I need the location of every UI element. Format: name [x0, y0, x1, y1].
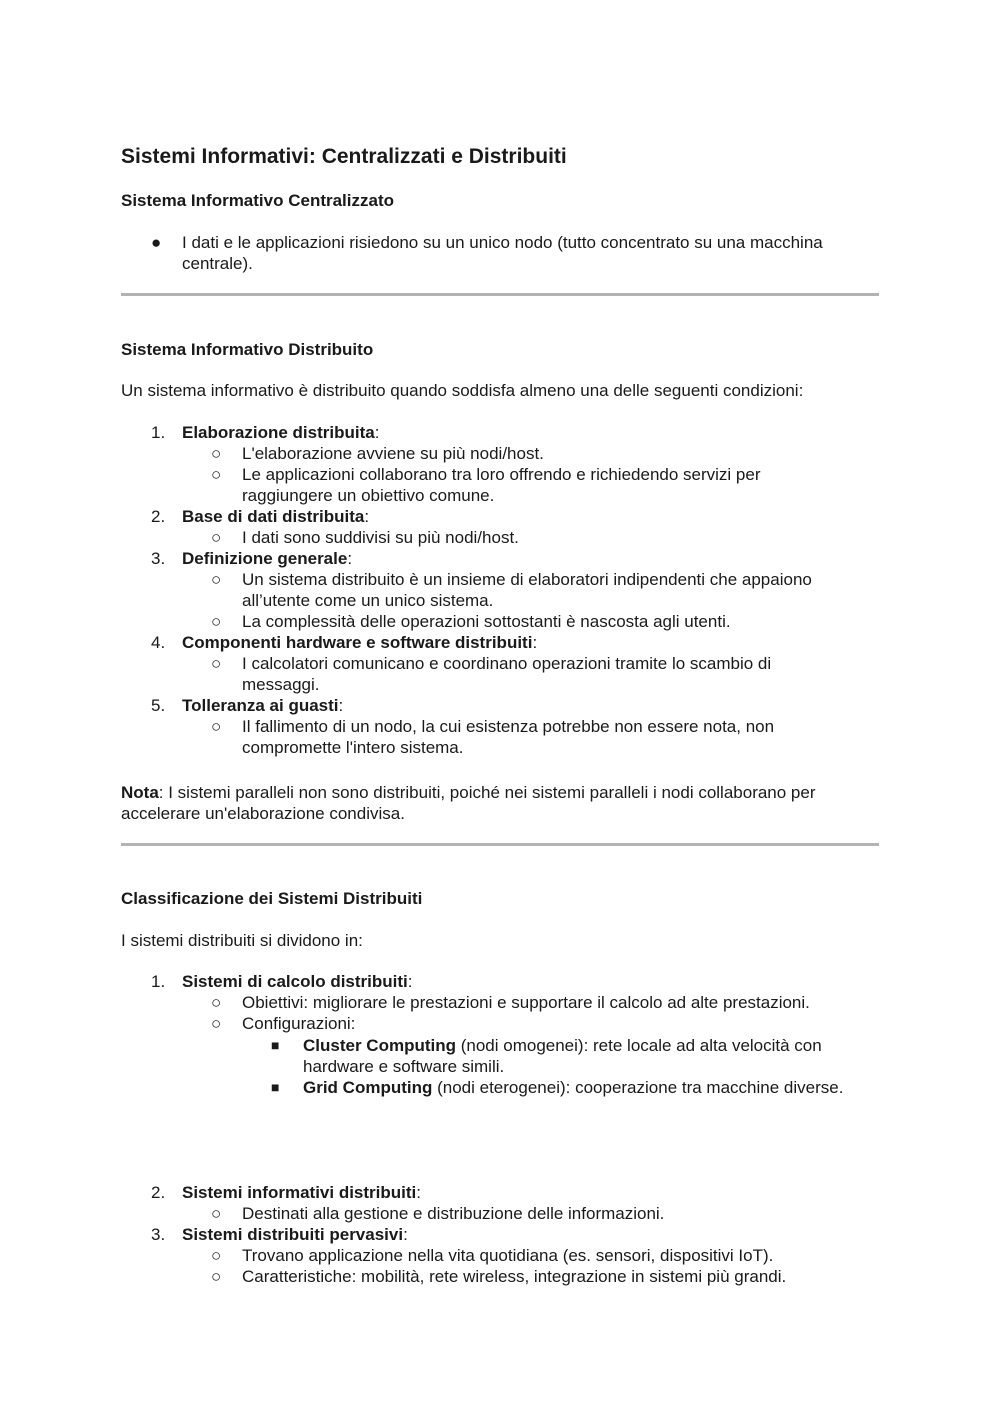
list-number: 4. — [151, 633, 166, 652]
section-heading-distributed: Sistema Informativo Distribuito — [121, 340, 374, 359]
list-item: ○ Le applicazioni collaborano tra loro offrendo e richiedendo servizi per raggiungere un obiettivo comune. — [211, 465, 761, 505]
horizontal-divider — [121, 843, 879, 846]
list-number: 3. — [151, 1225, 166, 1244]
circle-bullet-icon: ○ — [211, 1204, 222, 1223]
list-item: 3. Definizione generale: — [151, 549, 353, 568]
list-item: 2. Sistemi informativi distribuiti: — [151, 1183, 421, 1202]
list-item: ○ L'elaborazione avviene su più nodi/host. — [211, 444, 544, 463]
circle-bullet-icon: ○ — [211, 465, 222, 484]
circle-bullet-icon: ○ — [211, 444, 222, 463]
circle-bullet-icon: ○ — [211, 570, 222, 589]
list-item: ○ Trovano applicazione nella vita quotidiana (es. sensori, dispositivi IoT). — [211, 1246, 774, 1265]
classification-list-part2 — [121, 1182, 879, 1287]
list-item: ○ I calcolatori comunicano e coordinano operazioni tramite lo scambio di messaggi. — [211, 654, 772, 694]
list-number: 2. — [151, 1183, 166, 1202]
note-paragraph: Nota: I sistemi paralleli non sono distribuiti, poiché nei sistemi paralleli i nodi collaborano per accelerare un'elaborazione condivisa. — [121, 783, 816, 823]
distributed-intro: Un sistema informativo è distribuito quando soddisfa almeno una delle seguenti condizioni: — [121, 381, 804, 400]
list-item: ○ I dati sono suddivisi su più nodi/host. — [211, 528, 519, 547]
circle-bullet-icon: ○ — [211, 717, 222, 736]
list-item: 2. Base di dati distribuita: — [151, 507, 370, 526]
circle-bullet-icon: ○ — [211, 993, 222, 1012]
circle-bullet-icon: ○ — [211, 1246, 222, 1265]
circle-bullet-icon: ○ — [211, 528, 222, 547]
list-number: 1. — [151, 972, 166, 991]
list-item: ○ Un sistema distribuito è un insieme di elaboratori indipendenti che appaiono all’utente come un unico sistema. — [211, 570, 812, 610]
circle-bullet-icon: ○ — [211, 654, 222, 673]
list-item: 1. Elaborazione distribuita: — [151, 423, 380, 442]
square-bullet-icon: ■ — [271, 1079, 280, 1095]
circle-bullet-icon: ○ — [211, 1014, 222, 1033]
circle-bullet-icon: ○ — [211, 1267, 222, 1286]
list-item: 4. Componenti hardware e software distribuiti: — [151, 633, 538, 652]
classification-list-part1 — [121, 971, 879, 1098]
list-item: ○ Il fallimento di un nodo, la cui esistenza potrebbe non essere nota, non compromette l'intero sistema. — [211, 717, 775, 757]
list-item: ○ La complessità delle operazioni sottostanti è nascosta agli utenti. — [211, 612, 731, 631]
list-item: ○ Destinati alla gestione e distribuzione delle informazioni. — [211, 1204, 665, 1223]
distributed-conditions-list — [121, 422, 879, 758]
list-item: 3. Sistemi distribuiti pervasivi: — [151, 1225, 408, 1244]
bullet-icon: ● — [151, 233, 162, 252]
square-bullet-icon: ■ — [271, 1037, 280, 1053]
section-heading-classification: Classificazione dei Sistemi Distribuiti — [121, 889, 423, 908]
circle-bullet-icon: ○ — [211, 612, 222, 631]
list-item: ● I dati e le applicazioni risiedono su un unico nodo (tutto concentrato su una macchina centrale). — [151, 233, 823, 273]
centralized-bullet-list — [121, 232, 879, 274]
list-number: 3. — [151, 549, 166, 568]
section-heading-centralized: Sistema Informativo Centralizzato — [121, 191, 395, 210]
list-number: 1. — [151, 423, 166, 442]
list-item: ■ Cluster Computing (nodi omogenei): rete locale ad alta velocità con hardware e software simili. — [271, 1036, 822, 1076]
list-item: ○ Configurazioni: — [211, 1014, 356, 1033]
list-item: 1. Sistemi di calcolo distribuiti: — [151, 972, 413, 991]
list-item: 5. Tolleranza ai guasti: — [151, 696, 344, 715]
list-number: 5. — [151, 696, 166, 715]
horizontal-divider — [121, 293, 879, 296]
list-item: ■ Grid Computing (nodi eterogenei): cooperazione tra macchine diverse. — [271, 1078, 844, 1097]
page-title: Sistemi Informativi: Centralizzati e Distribuiti — [121, 145, 567, 168]
list-number: 2. — [151, 507, 166, 526]
list-item: ○ Obiettivi: migliorare le prestazioni e supportare il calcolo ad alte prestazioni. — [211, 993, 810, 1012]
note-label: Nota — [121, 783, 159, 802]
list-item: ○ Caratteristiche: mobilità, rete wireless, integrazione in sistemi più grandi. — [211, 1267, 787, 1286]
classification-intro: I sistemi distribuiti si dividono in: — [121, 931, 363, 950]
